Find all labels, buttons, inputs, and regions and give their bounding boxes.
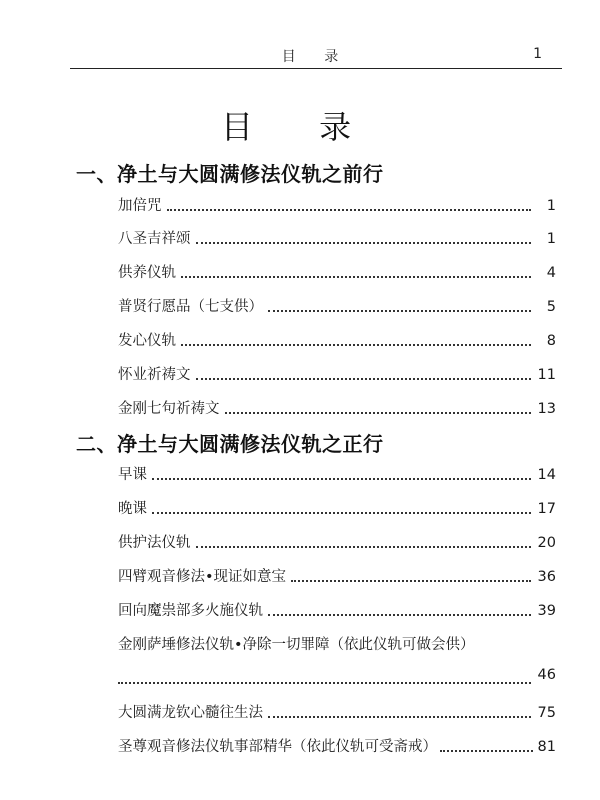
entry-label: 大圆满龙钦心髓往生法 — [118, 705, 263, 721]
entry-label: 供护法仪轨 — [118, 535, 191, 551]
entry-page: 17 — [537, 501, 556, 517]
dot-leader — [181, 275, 531, 278]
entry-label: 怀业祈祷文 — [118, 367, 191, 383]
toc-entry[interactable] — [118, 194, 556, 218]
dot-leader — [196, 241, 532, 244]
entry-page: 1 — [546, 198, 556, 214]
running-header — [70, 44, 562, 69]
entry-label: 供养仪轨 — [118, 265, 176, 281]
toc-entry[interactable] — [118, 261, 556, 285]
dot-leader — [181, 343, 531, 346]
entry-page: 4 — [546, 265, 556, 281]
entry-label: 加倍咒 — [118, 198, 162, 214]
entry-label: 普贤行愿品（七支供） — [118, 299, 263, 315]
toc-entry[interactable] — [118, 363, 556, 387]
dot-leader — [152, 511, 531, 514]
entry-page: 39 — [537, 603, 556, 619]
entry-page: 14 — [537, 467, 556, 483]
toc-entry[interactable] — [118, 295, 556, 319]
section-heading-1: 一、净土与大圆满修法仪轨之前行 — [76, 162, 384, 186]
entry-page: 5 — [546, 299, 556, 315]
entry-label: 金刚萨埵修法仪轨•净除一切罪障（依此仪轨可做会供） — [118, 637, 475, 653]
entry-label: 早课 — [118, 467, 147, 483]
toc-entry[interactable] — [118, 397, 556, 421]
toc-entry[interactable] — [118, 463, 556, 487]
dot-leader — [152, 477, 531, 480]
entry-label: 圣尊观音修法仪轨事部精华（依此仪轨可受斋戒） — [118, 739, 437, 755]
dot-leader — [118, 681, 531, 684]
entry-page: 8 — [546, 333, 556, 349]
entry-label: 晚课 — [118, 501, 147, 517]
entry-page: 1 — [546, 231, 556, 247]
entry-label: 回向魔祟部多火施仪轨 — [118, 603, 263, 619]
dot-leader — [196, 545, 532, 548]
toc-entry[interactable] — [118, 227, 556, 251]
dot-leader — [440, 749, 533, 752]
toc-entry[interactable] — [118, 329, 556, 353]
toc-entry[interactable] — [118, 497, 556, 521]
toc-entry[interactable] — [118, 701, 556, 725]
entry-page: 13 — [537, 401, 556, 417]
dot-leader — [196, 377, 532, 380]
dot-leader — [268, 613, 531, 616]
dot-leader — [225, 411, 532, 414]
toc-entry[interactable] — [118, 531, 556, 555]
dot-leader — [268, 309, 531, 312]
header-title: 目 录 — [281, 49, 351, 65]
entry-page: 75 — [537, 705, 556, 721]
entry-page: 36 — [537, 569, 556, 585]
toc-entry[interactable] — [118, 735, 556, 759]
entry-page: 20 — [537, 535, 556, 551]
section-heading-2: 二、净土与大圆满修法仪轨之正行 — [76, 432, 384, 456]
dot-leader — [268, 715, 531, 718]
toc-entry[interactable] — [118, 599, 556, 623]
entry-label: 八圣吉祥颂 — [118, 231, 191, 247]
dot-leader — [291, 579, 531, 582]
entry-page: 46 — [537, 667, 556, 683]
toc-entry[interactable] — [118, 565, 556, 589]
dot-leader — [167, 208, 532, 211]
entry-label: 金刚七句祈祷文 — [118, 401, 220, 417]
entry-label: 四臂观音修法•现证如意宝 — [118, 569, 287, 585]
entry-page: 11 — [537, 367, 556, 383]
entry-page: 81 — [537, 739, 556, 755]
header-page-number: 1 — [533, 46, 542, 62]
toc-entry-label-line[interactable] — [118, 633, 556, 657]
toc-entry-leader-line[interactable] — [118, 667, 556, 691]
entry-label: 发心仪轨 — [118, 333, 176, 349]
toc-title: 目 录 — [220, 108, 380, 146]
